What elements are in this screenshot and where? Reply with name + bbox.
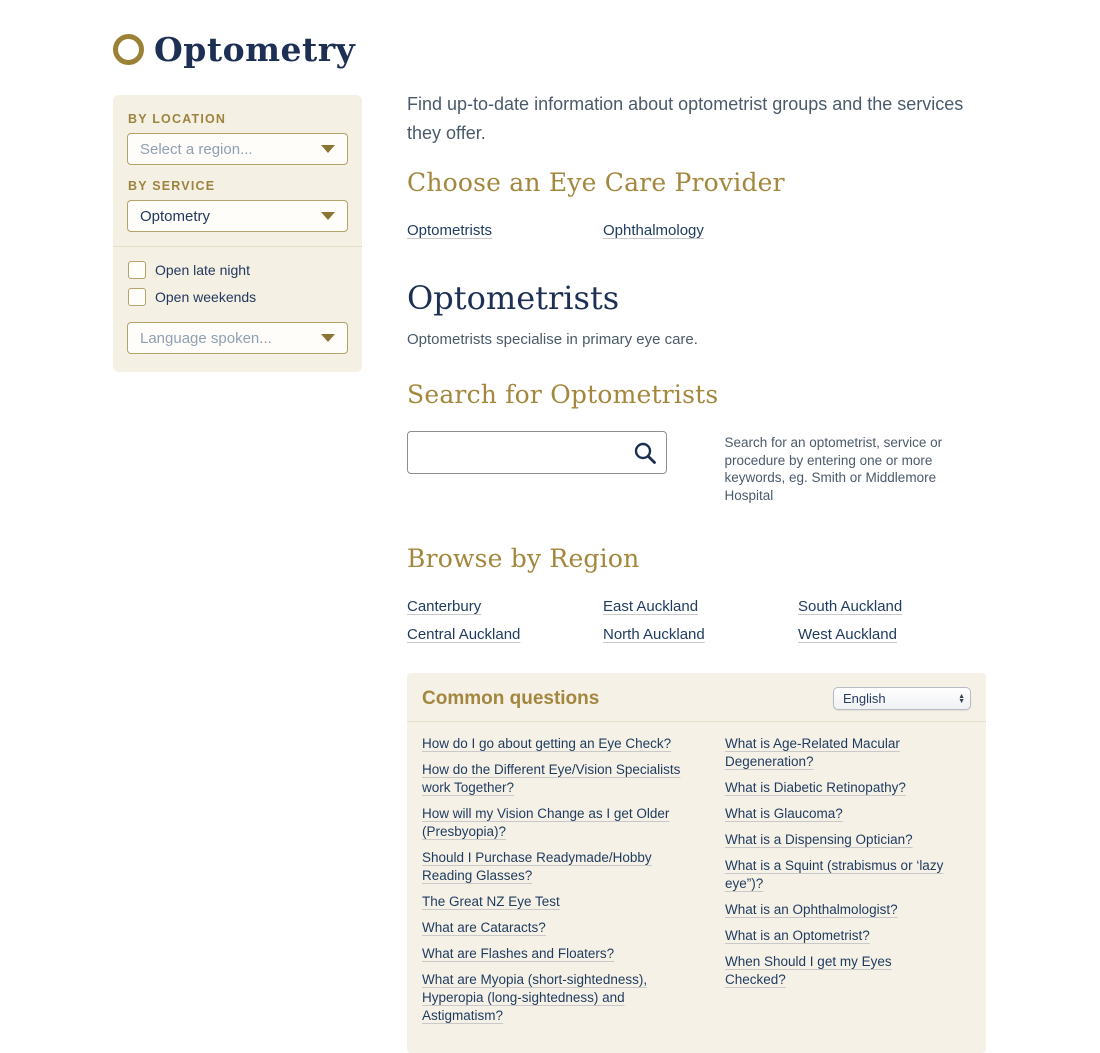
select-updown-icon: ▲ ▼ (958, 692, 965, 705)
page-title: Optometry (154, 30, 356, 69)
region-link-canterbury[interactable]: Canterbury (407, 598, 482, 615)
search-row (407, 431, 986, 504)
question-link[interactable]: What is a Squint (strabismus or ‘lazy eye”)? (725, 858, 944, 891)
search-button[interactable] (630, 439, 660, 469)
filters-sidebar (113, 95, 362, 372)
region-link-central-auckland[interactable]: Central Auckland (407, 626, 521, 643)
list-item (422, 805, 701, 841)
question-link[interactable]: What is an Ophthalmologist? (725, 902, 898, 917)
questions-left-column (422, 735, 725, 1033)
list-item (725, 735, 951, 771)
question-link[interactable]: What are Myopia (short-sightedness), Hyperopia (long-sightedness) and Astigmatism? (422, 972, 648, 1023)
region-link-south-auckland[interactable]: South Auckland (798, 598, 903, 615)
question-link[interactable]: Should I Purchase Readymade/Hobby Reading Glasses? (422, 850, 652, 883)
question-link[interactable]: What is a Dispensing Optician? (725, 832, 913, 847)
by-location-label: BY LOCATION (128, 112, 227, 126)
provider-link-ophthalmology[interactable]: Ophthalmology (603, 222, 704, 239)
question-link[interactable]: What is Glaucoma? (725, 806, 843, 821)
question-link[interactable]: How do I go about getting an Eye Check? (422, 736, 672, 751)
question-link[interactable]: How will my Vision Change as I get Older (Presbyopia)? (422, 806, 670, 839)
question-link[interactable]: What are Flashes and Floaters? (422, 946, 615, 961)
question-link[interactable]: How do the Different Eye/Vision Specialists work Together? (422, 762, 681, 795)
common-questions-panel (407, 673, 986, 1053)
chevron-down-icon (321, 212, 335, 220)
list-item (422, 971, 701, 1025)
regions-grid (407, 598, 986, 643)
list-item (725, 927, 951, 945)
list-item (725, 857, 951, 893)
list-item (725, 805, 951, 823)
question-link[interactable]: What is Diabetic Retinopathy? (725, 780, 906, 795)
list-item (725, 953, 951, 989)
open-late-night-row (128, 261, 348, 279)
search-icon (632, 454, 658, 469)
list-item (422, 893, 701, 911)
common-questions-header (421, 685, 972, 710)
question-language-value: English (843, 691, 886, 706)
list-item (422, 735, 701, 753)
choose-provider-heading: Choose an Eye Care Provider (407, 168, 785, 197)
list-item (422, 761, 701, 797)
list-item (725, 779, 951, 797)
chevron-down-icon (321, 145, 335, 153)
list-item (725, 901, 951, 919)
question-link[interactable]: What is Age-Related Macular Degeneration? (725, 736, 900, 769)
question-link[interactable]: What are Cataracts? (422, 920, 546, 935)
common-questions-title: Common questions (422, 687, 600, 709)
search-box (407, 431, 667, 474)
region-link-north-auckland[interactable]: North Auckland (603, 626, 705, 643)
optometrists-description: Optometrists specialise in primary eye care. (407, 331, 698, 348)
questions-right-column (725, 735, 971, 1033)
question-link[interactable]: The Great NZ Eye Test (422, 894, 560, 909)
search-heading: Search for Optometrists (407, 380, 719, 409)
language-select-value: Language spoken... (140, 329, 272, 347)
questions-columns (421, 735, 972, 1033)
open-weekends-label: Open weekends (155, 289, 257, 305)
sidebar-divider (113, 246, 362, 247)
region-select-value: Select a region... (140, 140, 253, 158)
question-link[interactable]: When Should I get my Eyes Checked? (725, 954, 892, 987)
chevron-down-icon (321, 334, 335, 342)
provider-links (407, 222, 986, 239)
open-late-night-label: Open late night (155, 262, 250, 278)
region-select[interactable] (127, 133, 348, 165)
panel-divider (407, 721, 986, 722)
region-link-east-auckland[interactable]: East Auckland (603, 598, 699, 615)
main-content (407, 90, 986, 1053)
question-language-select[interactable] (833, 687, 971, 710)
list-item (725, 831, 951, 849)
search-input[interactable] (408, 432, 623, 473)
list-item (422, 945, 701, 963)
open-late-night-checkbox[interactable] (128, 261, 146, 279)
service-select[interactable] (127, 200, 348, 232)
open-weekends-checkbox[interactable] (128, 288, 146, 306)
site-header (113, 30, 355, 69)
by-service-label: BY SERVICE (128, 179, 216, 193)
optometrists-title: Optometrists (407, 279, 620, 317)
list-item (422, 849, 701, 885)
service-select-value: Optometry (140, 207, 211, 225)
search-help-text: Search for an optometrist, service or procedure by entering one or more keywords, eg. Smith or Middlemore Hospital (724, 435, 943, 503)
open-weekends-row (128, 288, 348, 306)
question-link[interactable]: What is an Optometrist? (725, 928, 870, 943)
browse-region-heading: Browse by Region (407, 544, 640, 573)
ring-logo-icon (113, 34, 144, 65)
region-link-west-auckland[interactable]: West Auckland (798, 626, 897, 643)
list-item (422, 919, 701, 937)
intro-text: Find up-to-date information about optometrist groups and the services they offer. (407, 94, 964, 143)
provider-link-optometrists[interactable]: Optometrists (407, 222, 493, 239)
language-select[interactable] (127, 322, 348, 354)
